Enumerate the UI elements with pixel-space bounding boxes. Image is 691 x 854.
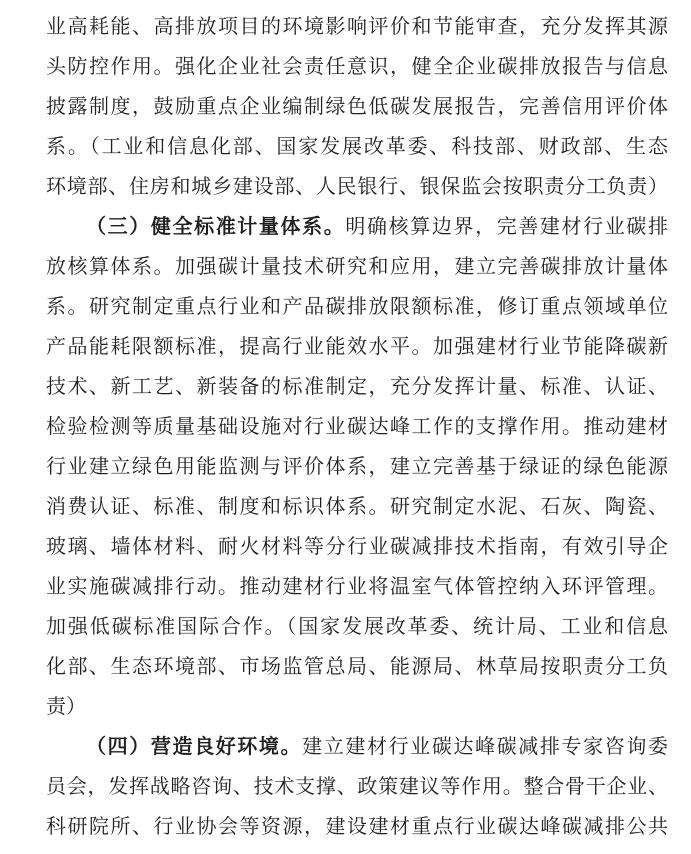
text-line [46, 447, 668, 487]
body-text: 化部、生态环境部、市场监管总局、能源局、林草局按职责分工负 [46, 656, 668, 678]
body-text: 放核算体系。加强碳计量技术研究和应用，建立完善碳排放计量体 [46, 256, 668, 278]
text-line [46, 407, 668, 447]
body-text: 明确核算边界，完善建材行业碳排 [345, 216, 668, 238]
body-text: 员会，发挥战略咨询、技术支撑、政策建议等作用。整合骨干企业、 [46, 776, 668, 798]
text-line [46, 727, 668, 767]
text-line [46, 607, 668, 647]
body-text: 披露制度，鼓励重点企业编制绿色低碳发展报告，完善信用评价体 [46, 96, 668, 118]
text-line [46, 487, 668, 527]
body-text: 行业建立绿色用能监测与评价体系，建立完善基于绿证的绿色能源 [46, 456, 668, 478]
text-line [46, 87, 668, 127]
body-text: 产品能耗限额标准，提高行业能效水平。加强建材行业节能降碳新 [46, 336, 668, 358]
text-line [46, 287, 668, 327]
text-line [46, 7, 668, 47]
text-line [46, 527, 668, 567]
text-line [46, 767, 668, 807]
paragraph [46, 727, 668, 847]
body-text: 业高耗能、高排放项目的环境影响评价和节能审查，充分发挥其源 [46, 16, 668, 38]
paragraph [46, 7, 668, 207]
body-text: 加强低碳标准国际合作。（国家发展改革委、统计局、工业和信息 [46, 616, 668, 638]
body-text: 科研院所、行业协会等资源，建设建材重点行业碳达峰碳减排公共 [46, 816, 668, 838]
section-heading-text: （三）健全标准计量体系。 [86, 216, 346, 238]
text-line [46, 127, 668, 167]
body-text: 责） [46, 696, 86, 718]
text-line [46, 567, 668, 607]
text-line [46, 807, 668, 847]
text-line [46, 327, 668, 367]
body-text: 检验检测等质量基础设施对行业碳达峰工作的支撑作用。推动建材 [46, 416, 668, 438]
body-text: 环境部、住房和城乡建设部、人民银行、银保监会按职责分工负责） [46, 176, 668, 198]
body-text: 系。（工业和信息化部、国家发展改革委、科技部、财政部、生态 [46, 136, 668, 158]
text-line [46, 247, 668, 287]
text-line [46, 687, 668, 727]
document-body [46, 7, 668, 847]
text-line [46, 367, 668, 407]
section-heading-text: （四）营造良好环境。 [86, 736, 303, 758]
text-line [46, 207, 668, 247]
body-text: 玻璃、墙体材料、耐火材料等分行业碳减排技术指南，有效引导企 [46, 536, 668, 558]
text-line [46, 647, 668, 687]
body-text: 建立建材行业碳达峰碳减排专家咨询委 [302, 736, 668, 758]
body-text: 业实施碳减排行动。推动建材行业将温室气体管控纳入环评管理。 [46, 576, 668, 598]
body-text: 系。研究制定重点行业和产品碳排放限额标准，修订重点领域单位 [46, 296, 668, 318]
text-line [46, 47, 668, 87]
text-line [46, 167, 668, 207]
paragraph [46, 207, 668, 727]
body-text: 头防控作用。强化企业社会责任意识，健全企业碳排放报告与信息 [46, 56, 668, 78]
body-text: 消费认证、标准、制度和标识体系。研究制定水泥、石灰、陶瓷、 [46, 496, 668, 518]
body-text: 技术、新工艺、新装备的标准制定，充分发挥计量、标准、认证、 [46, 376, 668, 398]
